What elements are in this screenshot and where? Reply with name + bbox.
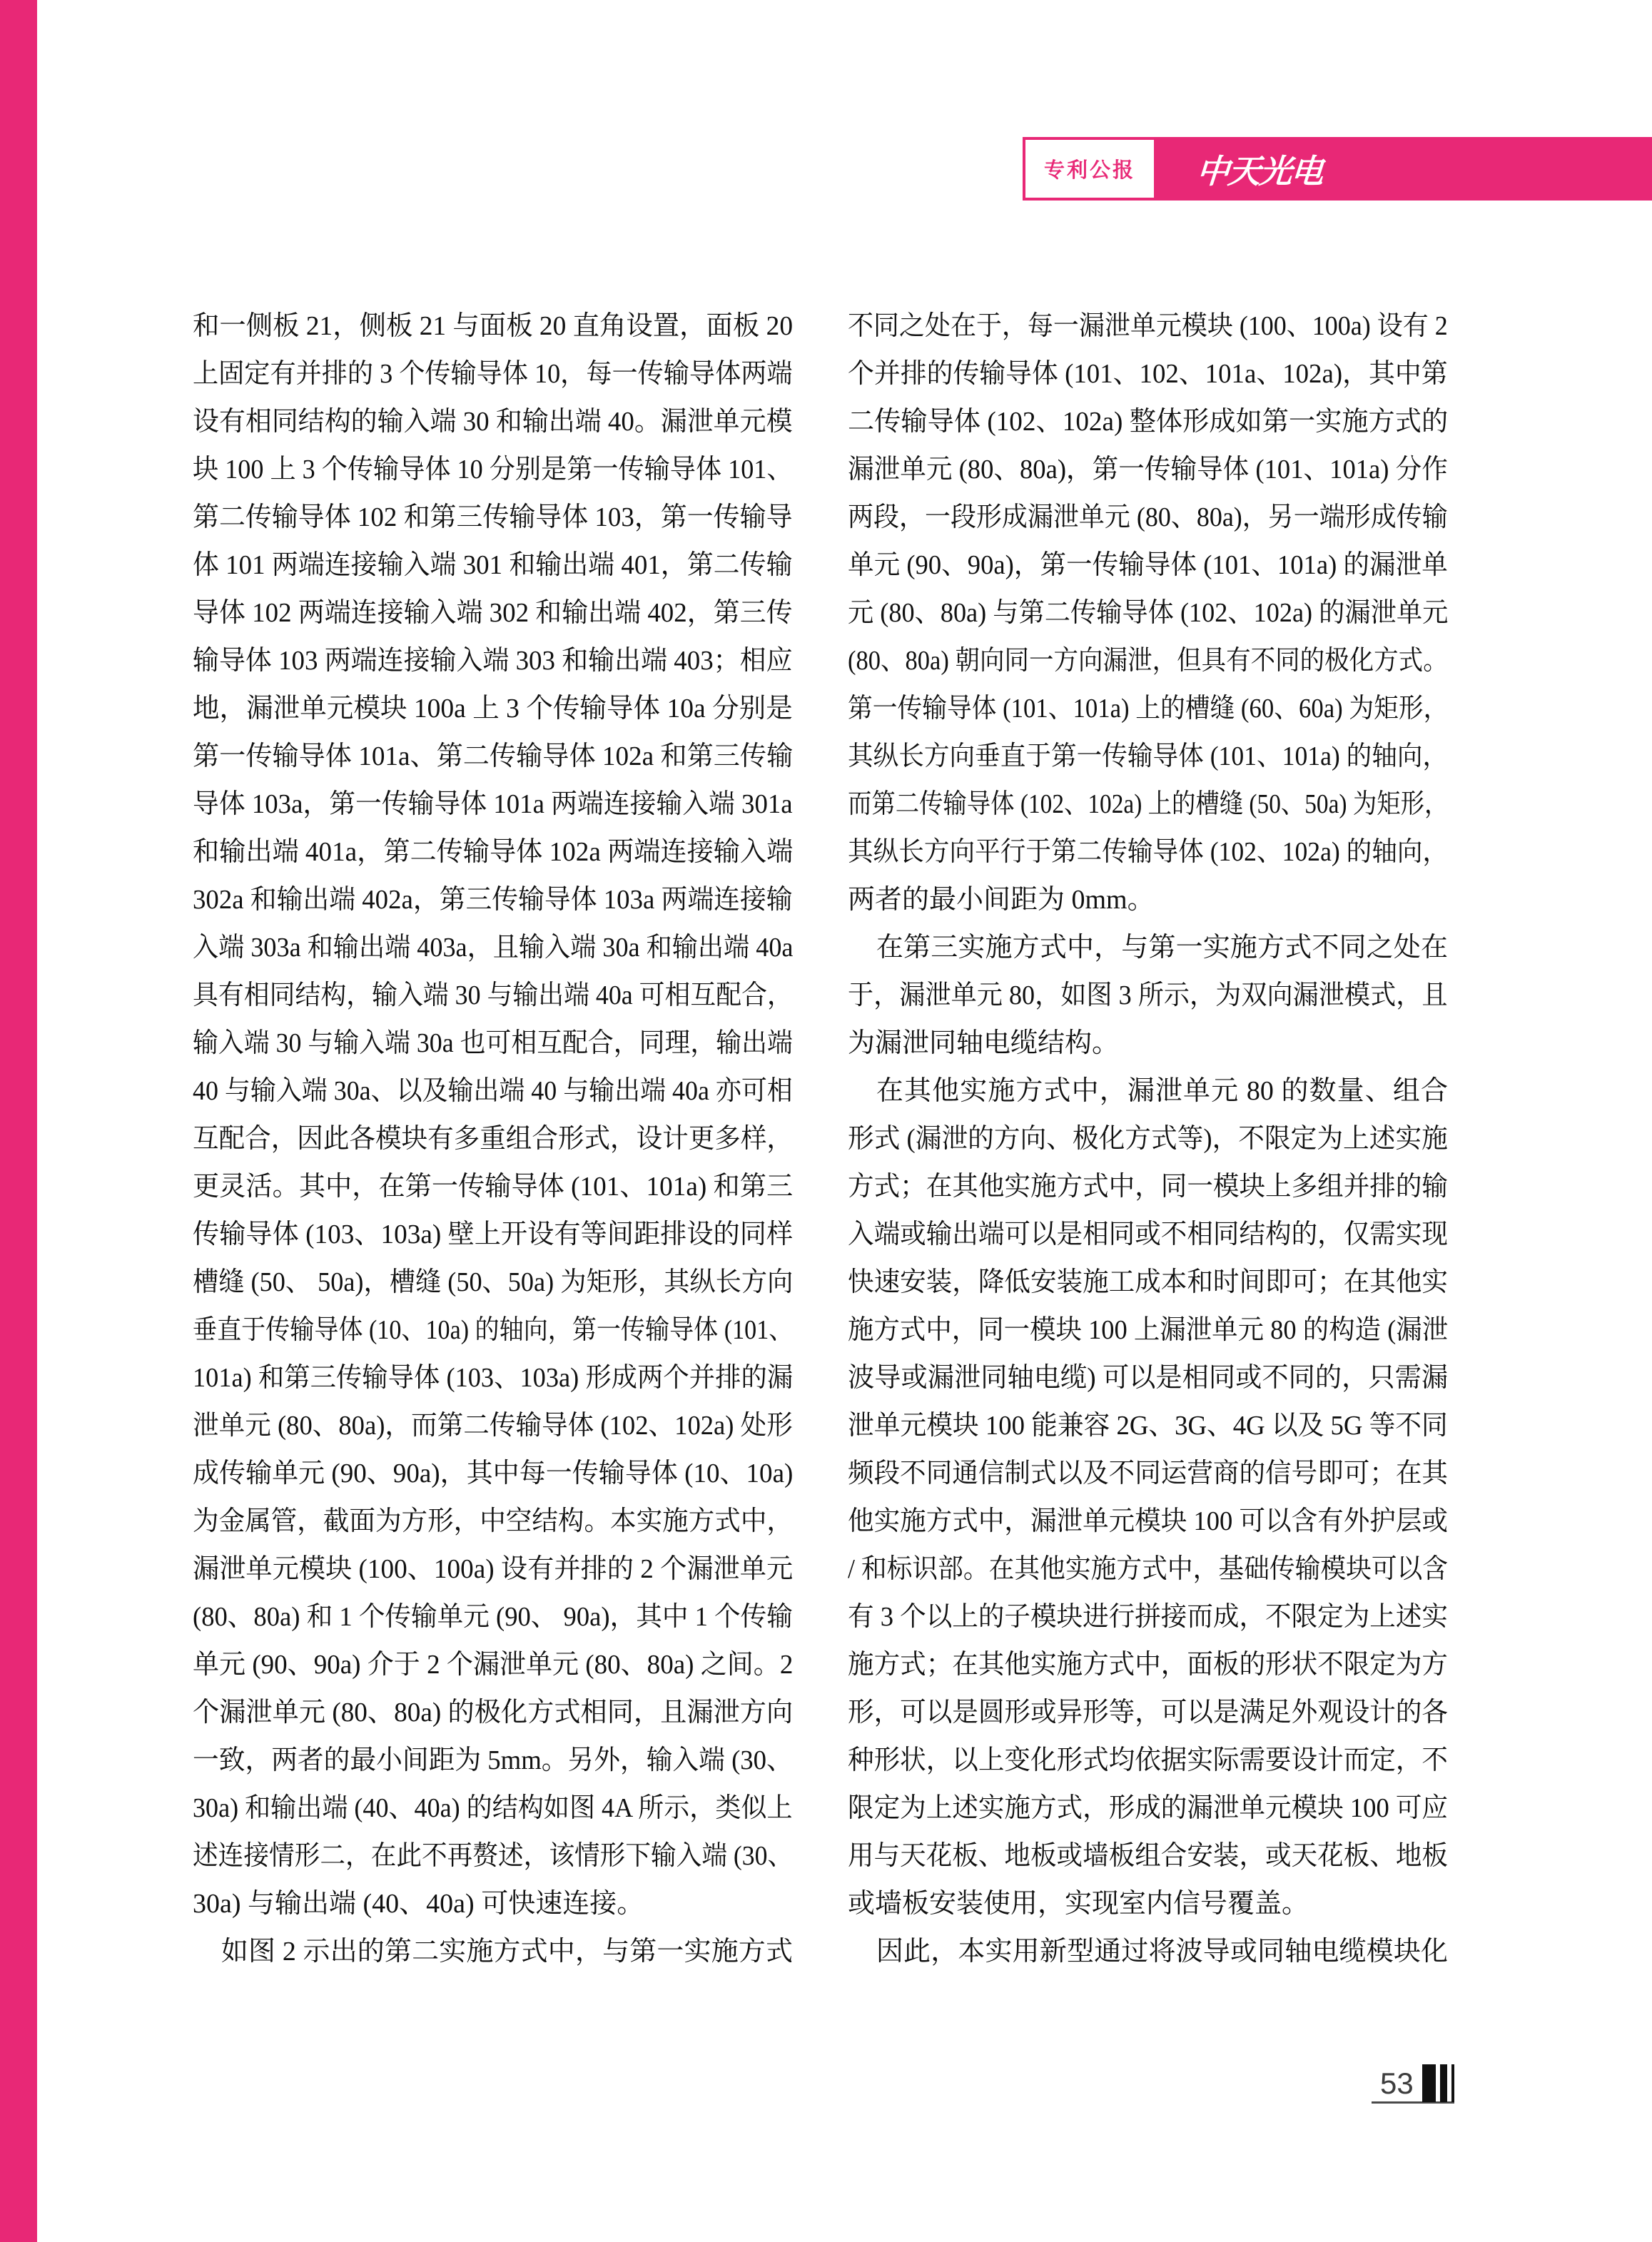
text-line: 成传输单元 (90、90a)，其中每一传输导体 (10、10a)	[193, 1459, 794, 1488]
text-line: 互配合，因此各模块有多重组合形式，设计更多样，	[193, 1124, 794, 1154]
text-line: 在第三实施方式中，与第一实施方式不同之处在	[876, 933, 1448, 963]
text-line: 述连接情形二，在此不再赘述，该情形下输入端 (30、	[193, 1841, 794, 1871]
text-line: 具有相同结构，输入端 30 与输出端 40a 可相互配合，	[193, 980, 793, 1010]
text-line: 块 100 上 3 个传输导体 10 分别是第一传输导体 101、	[193, 455, 793, 485]
text-line: 设有相同结构的输入端 30 和输出端 40。漏泄单元模	[193, 407, 793, 437]
text-line: 施方式中，同一模块 100 上漏泄单元 80 的构造 (漏泄	[848, 1315, 1449, 1345]
gazette-label: 专利公报	[1043, 159, 1135, 182]
text-line: 漏泄单元 (80、80a)，第一传输导体 (101、101a) 分作	[848, 455, 1448, 485]
text-line: 泄单元 (80、80a)，而第二传输导体 (102、102a) 处形	[193, 1411, 793, 1441]
text-line: 第一传输导体 (101、101a) 上的槽缝 (60、60a) 为矩形，	[848, 694, 1449, 724]
text-line: 泄单元模块 100 能兼容 2G、3G、4G 以及 5G 等不同	[848, 1411, 1448, 1441]
text-line: 入端 303a 和输出端 403a，且输入端 30a 和输出端 40a	[193, 933, 794, 963]
text-line: 二传输导体 (102、102a) 整体形成如第一实施方式的	[848, 407, 1449, 437]
text-line: 302a 和输出端 402a，第三传输导体 103a 两端连接输	[193, 885, 793, 915]
text-line: 传输导体 (103、103a) 壁上开设有等间距排设的同样	[193, 1219, 794, 1249]
text-line: 两者的最小间距为 0mm。	[848, 885, 1155, 915]
text-line: 输入端 30 与输入端 30a 也可相互配合，同理，输出端	[193, 1028, 793, 1058]
text-line: 个漏泄单元 (80、80a) 的极化方式相同，且漏泄方向	[193, 1698, 794, 1728]
text-line: 个并排的传输导体 (101、102、101a、102a)，其中第	[848, 359, 1448, 389]
text-line: 30a) 和输出端 (40、40a) 的结构如图 4A 所示，类似上	[193, 1793, 793, 1823]
text-line: 不同之处在于，每一漏泄单元模块 (100、100a) 设有 2	[848, 311, 1448, 341]
text-line: 在其他实施方式中，漏泄单元 80 的数量、组合	[876, 1076, 1448, 1106]
text-line: 上固定有并排的 3 个传输导体 10，每一传输导体两端	[193, 359, 793, 389]
text-line: 因此，本实用新型通过将波导或同轴电缆模块化	[876, 1937, 1448, 1967]
brand-logo: 中天光电	[1195, 151, 1324, 191]
text-line: 他实施方式中，漏泄单元模块 100 可以含有外护层或	[848, 1506, 1449, 1536]
text-line: 体 101 两端连接输入端 301 和输出端 401，第二传输	[193, 550, 793, 580]
text-line: 或墙板安装使用，实现室内信号覆盖。	[848, 1889, 1309, 1919]
text-line: 其纵长方向平行于第二传输导体 (102、102a) 的轴向，	[848, 837, 1449, 867]
text-line: 单元 (90、90a)，第一传输导体 (101、101a) 的漏泄单	[848, 550, 1448, 580]
text-line: 有 3 个以上的子模块进行拼接而成，不限定为上述实	[848, 1602, 1449, 1632]
text-line: 两段，一段形成漏泄单元 (80、80a)，另一端形成传输	[848, 502, 1448, 532]
footer-bars-icon	[1422, 2064, 1454, 2102]
text-line: 频段不同通信制式以及不同运营商的信号即可；在其	[848, 1459, 1449, 1488]
text-line: 第二传输导体 102 和第三传输导体 103，第一传输导	[193, 502, 793, 532]
text-line: 更灵活。其中，在第一传输导体 (101、101a) 和第三	[193, 1172, 794, 1202]
text-line: 101a) 和第三传输导体 (103、103a) 形成两个并排的漏	[193, 1363, 794, 1393]
text-column-right	[848, 303, 1448, 1976]
text-line: 和一侧板 21，侧板 21 与面板 20 直角设置，面板 20	[193, 311, 794, 341]
text-line: 于，漏泄单元 80，如图 3 所示，为双向漏泄模式，且	[848, 980, 1448, 1010]
text-line: 如图 2 示出的第二实施方式中，与第一实施方式	[221, 1937, 793, 1967]
text-line: 垂直于传输导体 (10、10a) 的轴向，第一传输导体 (101、	[193, 1315, 794, 1345]
text-line: 漏泄单元模块 (100、100a) 设有并排的 2 个漏泄单元	[193, 1554, 794, 1584]
text-line: 单元 (90、90a) 介于 2 个漏泄单元 (80、80a) 之间。2	[193, 1650, 794, 1680]
text-line: 和输出端 401a，第二传输导体 102a 两端连接输入端	[193, 837, 794, 867]
gazette-label-box	[1023, 137, 1157, 201]
text-line: 为漏泄同轴电缆结构。	[848, 1028, 1120, 1058]
text-line: 波导或漏泄同轴电缆) 可以是相同或不同的，只需漏	[848, 1363, 1449, 1393]
text-line: 槽缝 (50、 50a)，槽缝 (50、50a) 为矩形，其纵长方向	[193, 1267, 794, 1297]
text-line: 第一传输导体 101a、第二传输导体 102a 和第三传输	[193, 741, 794, 771]
text-line: 导体 102 两端连接输入端 302 和输出端 402，第三传	[193, 598, 793, 628]
text-line: 元 (80、80a) 与第二传输导体 (102、102a) 的漏泄单元	[848, 598, 1449, 628]
page-number: 53	[1380, 2066, 1414, 2100]
text-line: 为金属管，截面为方形，中空结构。本实施方式中，	[193, 1506, 794, 1536]
text-line: (80、80a) 朝向同一方向漏泄，但具有不同的极化方式。	[848, 646, 1448, 676]
text-line: 30a) 与输出端 (40、40a) 可快速连接。	[193, 1889, 644, 1919]
text-line: 入端或输出端可以是相同或不相同结构的，仅需实现	[848, 1219, 1449, 1249]
text-line: 一致，两者的最小间距为 5mm。另外，输入端 (30、	[193, 1745, 793, 1775]
brand-banner	[1157, 137, 1652, 201]
text-line: 种形状，以上变化形式均依据实际需要设计而定，不	[848, 1745, 1449, 1775]
text-line: / 和标识部。在其他实施方式中，基础传输模块可以含	[848, 1554, 1449, 1584]
text-line: 导体 103a，第一传输导体 101a 两端连接输入端 301a	[193, 789, 793, 819]
text-line: 其纵长方向垂直于第一传输导体 (101、101a) 的轴向，	[848, 741, 1449, 771]
text-line: 用与天花板、地板或墙板组合安装，或天花板、地板	[848, 1841, 1449, 1871]
text-line: 输导体 103 两端连接输入端 303 和输出端 403；相应	[193, 646, 793, 676]
text-line: 形，可以是圆形或异形等，可以是满足外观设计的各	[848, 1698, 1449, 1728]
text-line: 施方式；在其他实施方式中，面板的形状不限定为方	[848, 1650, 1449, 1680]
text-line: 40 与输入端 30a、以及输出端 40 与输出端 40a 亦可相	[193, 1076, 793, 1106]
text-line: 地，漏泄单元模块 100a 上 3 个传输导体 10a 分别是	[193, 694, 793, 724]
text-line: (80、80a) 和 1 个传输单元 (90、 90a)，其中 1 个传输	[193, 1602, 793, 1632]
text-line: 方式；在其他实施方式中，同一模块上多组并排的输	[848, 1172, 1449, 1202]
text-line: 快速安装，降低安装施工成本和时间即可；在其他实	[848, 1267, 1449, 1297]
text-column-left	[193, 303, 793, 1976]
text-line: 而第二传输导体 (102、102a) 上的槽缝 (50、50a) 为矩形，	[848, 789, 1449, 819]
text-line: 形式 (漏泄的方向、极化方式等)，不限定为上述实施	[848, 1124, 1448, 1154]
left-brand-stripe	[0, 0, 37, 2242]
text-line: 限定为上述实施方式，形成的漏泄单元模块 100 可应	[848, 1793, 1449, 1823]
